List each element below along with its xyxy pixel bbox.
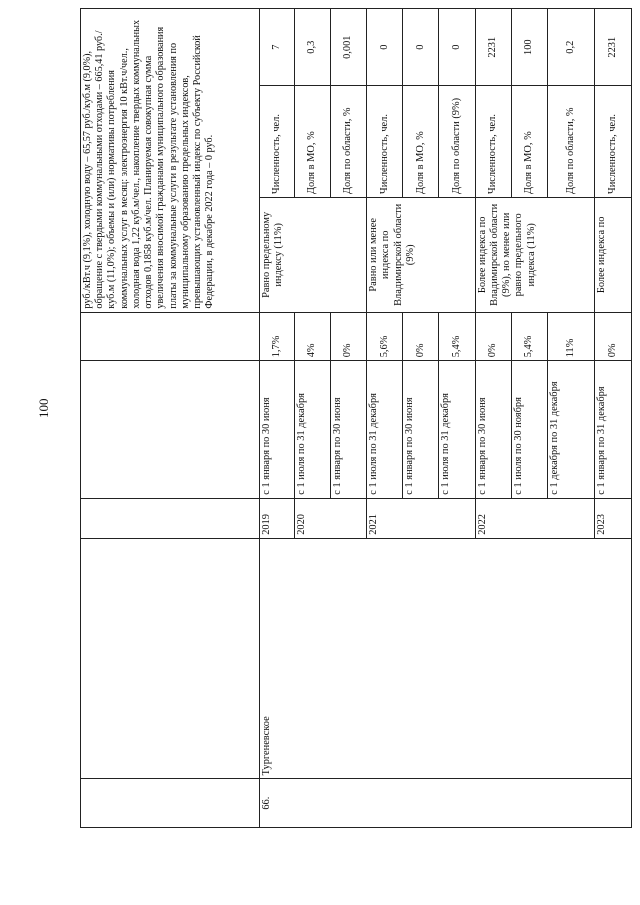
period-cell: с 1 января по 30 июня [259,361,294,498]
rate-cell: 5,4% [439,312,475,361]
year-cell: 2019 [259,498,294,538]
cell-name [81,538,260,779]
value-cell: 7 [259,9,294,86]
cell-notes: руб./кВт.ч (9,1%), холодную воду – 65,57 руб./куб.м (9,0%), обращение с твердыми коммунальными отходами – 665,41 руб./куб.м (11,0%); объемы и (или) нормативы потребления коммунальных услуг в месяц: электроэнергия 10 кВт.ч/чел., холодная вода 1,22 куб.м/чел., накопление твердых коммунальных отходов 0,1858 куб.м/чел. Планируемая совокупная сумма увеличения вносимой гражданами муниципального образования платы за коммунальные услуги в результате установления по муниципальному образованию предельных индексов, превышающих установленный индекс по субъекту Российской Федерации, в декабре 2022 года – 0 руб. [81,9,260,313]
year-cell: 2021 [367,498,475,538]
period-cell: с 1 июля по 30 ноября [511,361,547,498]
period-cell: с 1 января по 30 июня [330,361,366,498]
value-cell: 0 [367,9,403,86]
rate-cell: 5,4% [511,312,547,361]
indicator-cell: Доля в МО, % [511,86,547,198]
rate-cell: 5,6% [367,312,403,361]
rate-cell: 0% [330,312,366,361]
indicator-cell: Численность, чел. [594,86,631,198]
value-cell: 0,2 [547,9,594,86]
index-condition-cell: Более индекса по Владимирской области (9%), но менее или равно предельного индекса (11%) [475,198,594,313]
value-cell: 2231 [594,9,631,86]
period-cell: с 1 января по 30 июня [475,361,511,498]
value-cell: 0 [439,9,475,86]
year-cell: 2022 [475,498,594,538]
year-cell: 2020 [294,498,366,538]
table-body [81,9,632,828]
value-cell: 2231 [475,9,511,86]
rate-cell: 4% [294,312,330,361]
period-cell: с 1 января по 30 июня [403,361,439,498]
rate-cell: 0% [594,312,631,361]
period-cell: с 1 января по 31 декабря [594,361,631,498]
period-cell: с 1 июля по 31 декабря [367,361,403,498]
cell-rate [81,312,260,361]
table-row [259,9,294,828]
value-cell: 0,001 [330,9,366,86]
value-cell: 0,3 [294,9,330,86]
index-condition-cell: Более индекса по [594,198,631,313]
rate-cell: 1,7% [259,312,294,361]
indicator-cell: Доля в МО, % [294,86,330,198]
cell-year [81,498,260,538]
entity-number: 66. [259,779,631,828]
rate-cell: 0% [475,312,511,361]
entity-name: Тургеневское [259,538,631,779]
index-condition-cell: Равно предельному индексу (11%) [259,198,366,313]
period-cell: с 1 декабря по 31 декабря [547,361,594,498]
period-cell: с 1 июля по 31 декабря [439,361,475,498]
indicator-cell: Доля по области, % [330,86,366,198]
indicator-cell: Численность, чел. [259,86,294,198]
value-cell: 0 [403,9,439,86]
indicator-cell: Численность, чел. [475,86,511,198]
value-cell: 100 [511,9,547,86]
rate-cell: 11% [547,312,594,361]
table-row-notes [81,9,260,828]
cell-num [81,779,260,828]
rotated-table-container [80,8,632,828]
year-cell: 2023 [594,498,631,538]
index-condition-cell: Равно или менее индекса по Владимирской области (9%) [367,198,475,313]
period-cell: с 1 июля по 31 декабря [294,361,330,498]
page-number: 100 [36,398,51,418]
indicator-cell: Доля по области, % [547,86,594,198]
cell-period [81,361,260,498]
rate-cell: 0% [403,312,439,361]
tariff-table [80,8,632,828]
indicator-cell: Доля по области (9%) [439,86,475,198]
indicator-cell: Доля в МО, % [403,86,439,198]
indicator-cell: Численность, чел. [367,86,403,198]
